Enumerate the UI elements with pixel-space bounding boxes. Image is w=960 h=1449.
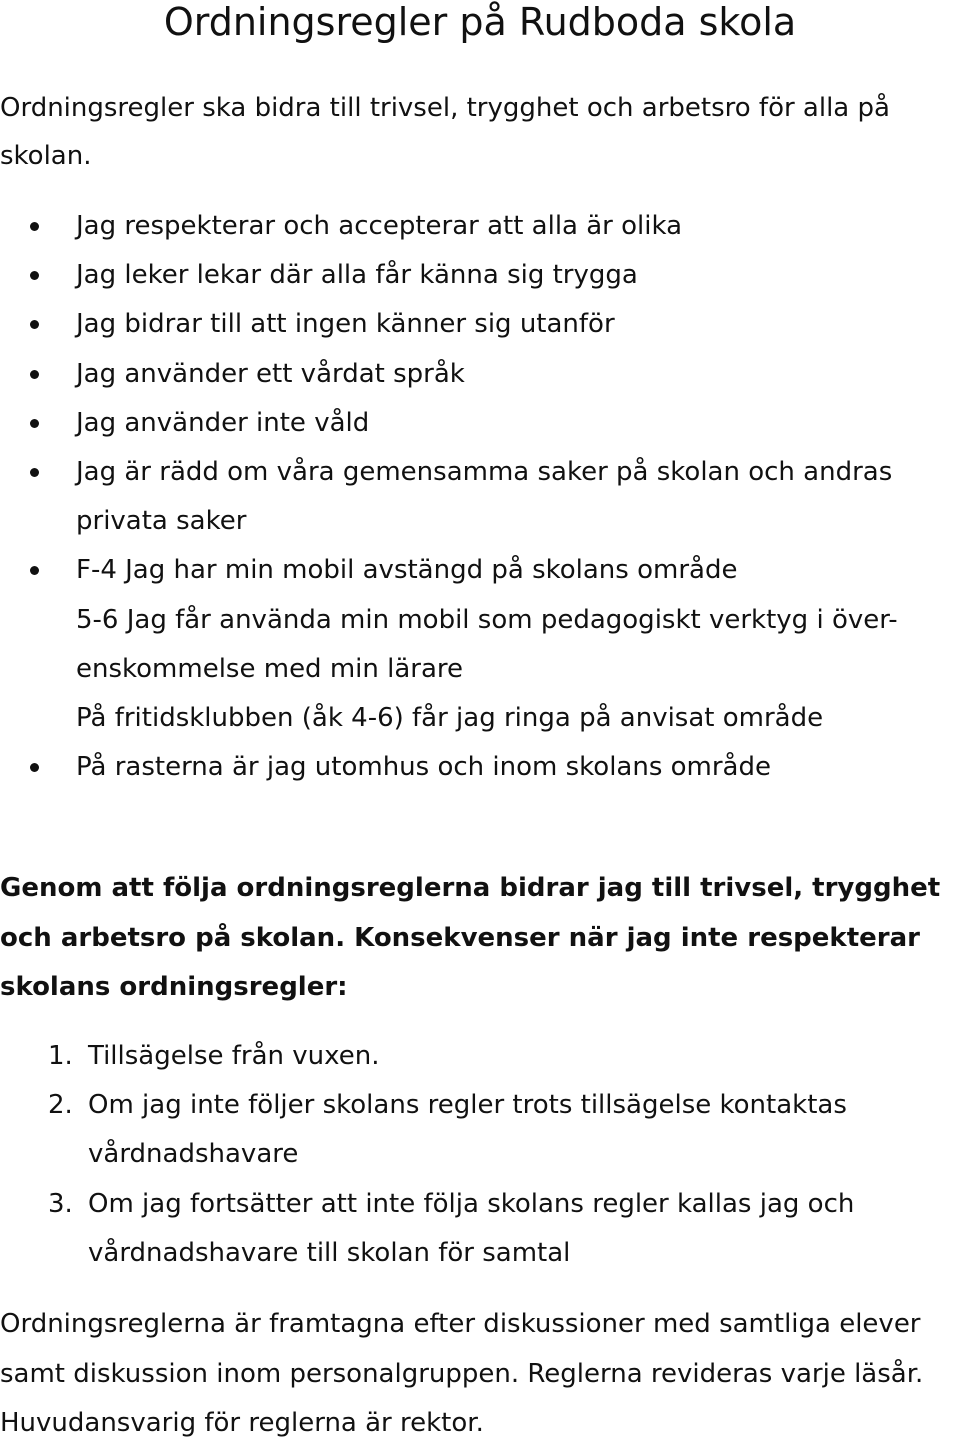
rule-text: På fritidsklubben (åk 4-6) får jag ringa på anvisat område [76, 703, 824, 734]
bullet-icon [30, 222, 39, 231]
rule-text: På rasterna är jag utomhus och inom skolans område [76, 752, 771, 783]
rule-text: 5-6 Jag får använda min mobil som pedagogiskt verktyg i över-enskommelse med min lärare [76, 604, 898, 684]
bullet-icon [30, 271, 39, 280]
rule-item [0, 743, 960, 792]
rule-item [0, 300, 960, 349]
bullet-icon [30, 468, 39, 477]
page-title: Ordningsregler på Rudboda skola [163, 0, 797, 44]
consequence-text: Tillsägelse från vuxen. [88, 1041, 380, 1071]
rule-text: F-4 Jag har min mobil avstängd på skolans område [76, 555, 738, 586]
bullet-icon [30, 370, 39, 379]
rule-item [0, 694, 960, 743]
consequence-number: 2. [48, 1090, 73, 1121]
intro-paragraph: Ordningsregler ska bidra till trivsel, trygghet och arbetsro för alla på skolan. [0, 93, 890, 171]
bullet-icon [30, 320, 39, 329]
consequence-item [0, 1081, 960, 1179]
bullet-icon [30, 763, 39, 772]
rule-text: Jag respekterar och accepterar att alla är olika [76, 211, 683, 241]
consequence-number: 1. [48, 1041, 73, 1071]
consequences-heading: Genom att följa ordningsreglerna bidrar jag till trivsel, trygghet och arbetsro på skolan. Konsekvenser när jag inte respekterar skolans ordningsregler: [0, 873, 941, 1002]
rule-item [0, 546, 960, 595]
consequence-text: Om jag fortsätter att inte följa skolans regler kallas jag och vårdnadshavare till skolan för samtal [88, 1188, 855, 1268]
rule-text: Jag är rädd om våra gemensamma saker på skolan och andras privata saker [76, 457, 893, 537]
consequences-list [0, 1032, 960, 1278]
footer-paragraph: Ordningsreglerna är framtagna efter diskussioner med samtliga elever samt diskussion inom personalgruppen. Reglerna revideras varje läsår. Huvudansvarig för reglerna är rektor. [0, 1309, 924, 1438]
consequence-item [0, 1180, 960, 1278]
rule-text: Jag leker lekar där alla får känna sig trygga [76, 260, 638, 291]
rule-text: Jag använder ett vårdat språk [76, 358, 465, 389]
rule-item [0, 448, 960, 546]
consequence-item [0, 1032, 960, 1081]
rule-item [0, 350, 960, 399]
rule-text: Jag bidrar till att ingen känner sig utanför [76, 309, 615, 340]
rule-item [0, 251, 960, 300]
rule-item [0, 596, 960, 694]
bullet-icon [30, 419, 39, 428]
rule-item [0, 399, 960, 448]
rule-item [0, 202, 960, 251]
bullet-icon [30, 566, 39, 575]
rule-text: Jag använder inte våld [76, 407, 370, 438]
consequence-text: Om jag inte följer skolans regler trots tillsägelse kontaktas vårdnadshavare [88, 1090, 847, 1170]
consequence-number: 3. [48, 1188, 73, 1219]
rules-list [0, 202, 960, 792]
